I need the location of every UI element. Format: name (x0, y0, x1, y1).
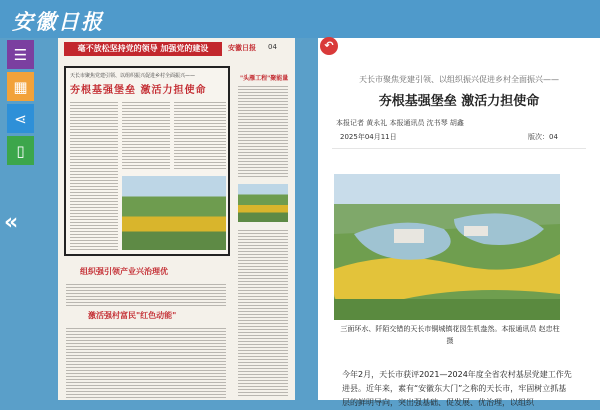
page-masthead: 安徽日报 (228, 44, 256, 52)
photo-caption: 三面环水、阡陌交错的天长市铜城镇花园生机盎然。本报通讯员 赵忠柱 摄 (340, 325, 560, 345)
share-icon[interactable]: ⋖ (7, 104, 34, 133)
article-photo-large[interactable] (334, 174, 560, 320)
page-number: 04 (268, 43, 277, 51)
newspaper-page (58, 38, 295, 400)
article-page: 版次：04 (528, 133, 558, 141)
newspaper-logo[interactable]: 安徽日报 (12, 9, 104, 34)
section-text (66, 326, 226, 400)
mobile-icon[interactable]: ▯ (7, 136, 34, 165)
section-heading: 组织强引领产业兴治理优 (80, 267, 168, 276)
article-body: 今年2月，天长市获评2021—2024年度全省农村基层党建工作先进县。近年来，素有“安徽东大门”之称的天长市，牢固树立抓基层的鲜明导向，突出强基础、促发展、优治理，以组织 (342, 370, 572, 407)
aerial-photo-illustration (334, 174, 560, 320)
previous-page-icon[interactable]: « (4, 210, 19, 235)
section-text (66, 282, 226, 306)
app-header (0, 0, 600, 38)
article-kicker: 天长市聚焦党建引领、以组织振兴促进乡村全面振兴—— (70, 73, 196, 79)
article-byline: 本报记者 黄永礼 本报通讯员 沈书琴 胡鑫 (336, 119, 464, 127)
side-toolbar (7, 40, 34, 168)
article-photo (122, 176, 226, 250)
side-photo (238, 184, 288, 222)
side-column-heading: "头雁工程"聚能量 (240, 75, 289, 82)
article-date: 2025年04月11日 (340, 133, 397, 141)
article-text-column (70, 100, 118, 250)
article-text-column (122, 100, 170, 170)
article-text-column (174, 100, 226, 170)
article-headline: 夯根基强堡垒 激活力担使命 (70, 85, 207, 96)
page-banner: 毫不放松坚持党的领导 加强党的建设 (64, 42, 222, 56)
section-heading: 激活强村富民"红色动能" (88, 311, 177, 320)
side-text-column (238, 228, 288, 398)
menu-icon[interactable]: ☰ (7, 40, 34, 69)
side-text-column (238, 84, 288, 179)
divider (332, 148, 586, 149)
article-reader (318, 38, 600, 407)
article-title: 夯根基强堡垒 激活力担使命 (378, 94, 540, 109)
calendar-icon[interactable]: ▦ (7, 72, 34, 101)
article-subtitle: 天长市聚焦党建引领、以组织振兴促进乡村全面振兴—— (359, 75, 559, 84)
selected-article-region[interactable] (64, 66, 230, 256)
back-icon[interactable]: ↶ (320, 37, 338, 55)
